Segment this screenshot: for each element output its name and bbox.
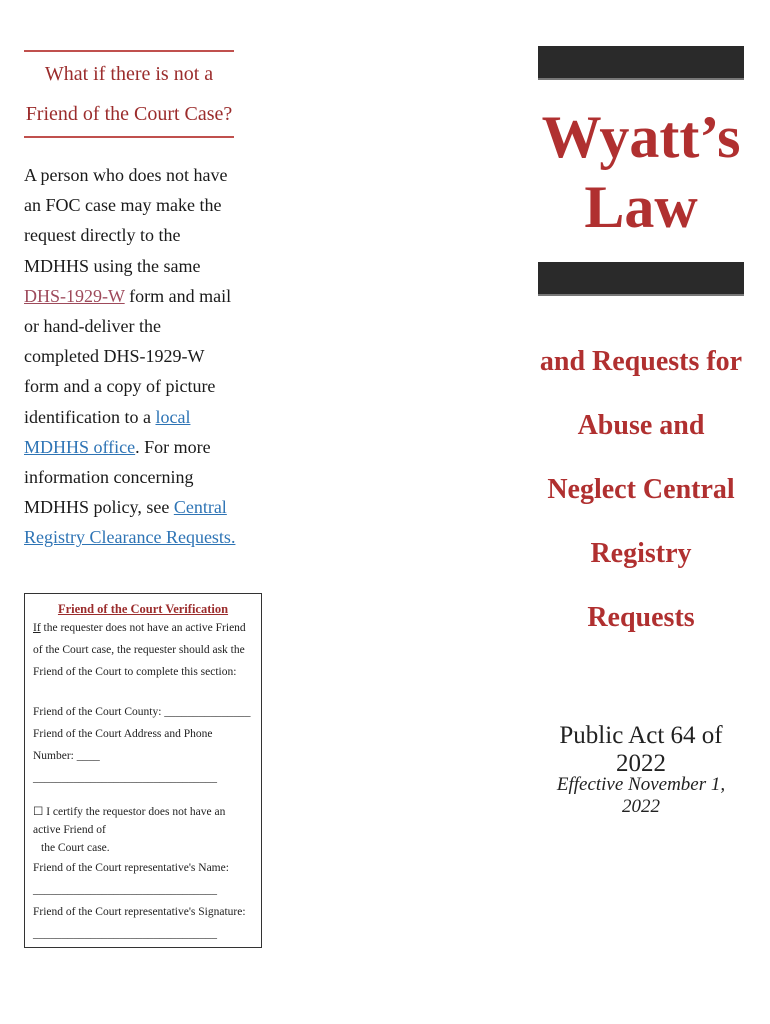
certify-checkbox[interactable]: ☐ — [33, 806, 44, 818]
title-line-1: Wyatt’s — [541, 104, 741, 170]
rep-signature-label: Friend of the Court representative's Signature: — [33, 906, 246, 918]
heading-line-2: Friend of the Court Case? — [25, 103, 233, 125]
middle-dark-bar — [538, 262, 744, 296]
county-field[interactable]: Friend of the Court County: _______________ — [33, 706, 251, 718]
dhs-1929-w-link[interactable]: DHS-1929-W — [24, 285, 125, 306]
paragraph-text-3: . For more information concerning MDHHS policy, see — [24, 436, 211, 518]
heading-line-1: What if there is not a — [44, 63, 214, 85]
intro-rest: the requester does not have an active Friend of the Court case, the requester should ask the Friend of the Court to complete this section: — [33, 622, 246, 678]
subtitle-line-1: and Requests for — [539, 346, 743, 377]
address-field[interactable]: Friend of the Court Address and Phone Number: ____ — [33, 728, 213, 762]
heading-bottom-rule — [24, 136, 234, 138]
left-panel — [24, 50, 264, 553]
top-dark-bar — [538, 46, 744, 80]
verification-title: Friend of the Court Verification — [57, 602, 229, 616]
rep-name-field[interactable]: ________________________________ — [33, 884, 217, 896]
central-registry-link[interactable]: Central Registry Clearance Requests. — [24, 497, 236, 548]
verification-intro — [33, 617, 253, 683]
title-line-2: Law — [584, 174, 698, 240]
paragraph-text-2: form and mail or hand-deliver the completed DHS-1929-W form and a copy of picture identification to a — [24, 285, 232, 427]
public-act: Public Act 64 of 2022 — [559, 722, 723, 777]
intro-first-word: If — [33, 622, 41, 634]
cover-panel — [538, 46, 744, 296]
foc-verification-box — [24, 593, 262, 948]
effective-date: Effective November 1, 2022 — [556, 774, 726, 817]
local-mdhhs-office-link[interactable]: local MDHHS office — [24, 406, 191, 457]
body-paragraph — [24, 160, 239, 553]
subtitle-line-3: Neglect Central — [547, 474, 735, 505]
cover-subtitle — [538, 330, 744, 650]
certify-statement — [33, 803, 253, 857]
rep-signature-field[interactable]: ________________________________ — [33, 928, 217, 940]
subtitle-line-2: Abuse and — [577, 410, 705, 441]
subtitle-line-4: Registry — [590, 538, 692, 569]
paragraph-text-1: A person who does not have an FOC case may make the request directly to the MDHHS using the same — [24, 165, 228, 276]
section-heading — [24, 52, 234, 136]
certify-text-1: I certify the requestor does not have an active Friend of — [33, 806, 226, 836]
cover-title — [538, 102, 744, 242]
subtitle-line-5: Requests — [587, 602, 695, 633]
rep-name-label: Friend of the Court representative's Name: — [33, 862, 229, 874]
certify-text-2: the Court case. — [41, 842, 110, 854]
address-field-line[interactable]: ________________________________ — [33, 772, 217, 784]
